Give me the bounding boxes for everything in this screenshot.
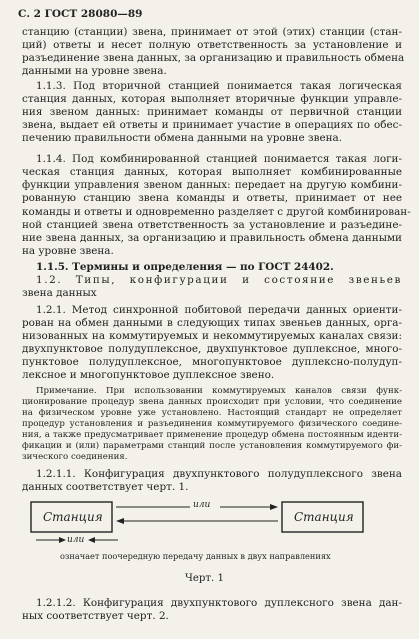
- text-line: ций) ответы и несет полную ответственность за установление и: [22, 39, 402, 51]
- text-line: ние звена данных, за организацию и правильность обмена данными: [22, 232, 402, 244]
- text-line: рован на обмен данными в следующих типах звеньев данных, орга-: [22, 317, 402, 329]
- note-line: зического соединения.: [22, 452, 128, 462]
- section-heading: звена данных: [22, 287, 97, 299]
- text-line: 1.1.4. Под комбинированной станцией понимается такая логи-: [36, 153, 402, 165]
- text-line: данных соответствует черт. 1.: [22, 481, 189, 493]
- text-line: звена, выдает ей ответы и принимает участие в операциях по обес-: [22, 119, 402, 131]
- text-line: ческая станция данных, которая выполняет комбинированные: [22, 166, 402, 178]
- note-line: на физическом уровне уже установлено. Настоящий стандарт не определяет: [22, 408, 402, 418]
- arrow-label-top: или: [193, 500, 211, 510]
- text-line: ния звеном данных: принимает команды от первичной станции: [22, 106, 402, 118]
- text-line: 1.2.1.2. Конфигурация двухпунктового дуплексного звена дан-: [36, 597, 402, 609]
- left-station-label: Станция: [43, 510, 103, 524]
- text-line: станцию (станции) звена, принимает от этой (этих) станции (стан-: [22, 26, 402, 38]
- text-line: команды и ответы и одновременно разделяет с другой комбинирован-: [22, 206, 411, 218]
- text-line: данными на уровне звена.: [22, 65, 167, 77]
- note-line: ния, а также предусматривает применение процедур обмена постоянным иденти-: [22, 430, 402, 440]
- arrow-head-icon: [59, 537, 66, 543]
- text-line: 1.2.1. Метод синхронной побитовой передачи данных ориенти-: [36, 304, 402, 316]
- note-line: процедур установления и разъединения коммутируемого физического соедине-: [22, 419, 402, 429]
- text-line: функции управления звеном данных: передает на другую комбини-: [22, 179, 402, 191]
- text-line: 1.1.3. Под вторичной станцией понимается такая логическая: [36, 80, 402, 92]
- text-line: рованную станцию звена команды и ответы, принимает от нее: [22, 192, 402, 204]
- legend-label: или: [67, 535, 85, 545]
- figure-caption: означает поочередную передачу данных в двух направлениях: [60, 551, 331, 561]
- text-line: 1.2.1.1. Конфигурация двухпунктового полудуплексного звена: [36, 468, 402, 480]
- text-line: ных соответствует черт. 2.: [22, 610, 169, 622]
- text-line: пунктовое полудуплексное, многопунктовое дуплексно-полудуп-: [22, 356, 402, 368]
- arrow-head-icon: [116, 518, 124, 524]
- text-line: печению правильности обмена данными на уровне звена.: [22, 132, 343, 144]
- section-heading: 1.2. Типы, конфигурации и состояние звеньев: [36, 274, 402, 286]
- text-line: низованных на коммутируемых и некоммутируемых каналах связи:: [22, 330, 402, 342]
- arrow-head-icon: [88, 537, 95, 543]
- text-line: на уровне звена.: [22, 245, 114, 257]
- text-line: разъединение звена данных, за организацию и правильность обмена: [22, 52, 405, 64]
- arrow-head-icon: [270, 504, 278, 510]
- text-line: станция данных, которая выполняет вторичные функции управле-: [22, 93, 402, 105]
- note-line: фикации и (или) параметрами станций после установления коммутируемого фи-: [22, 441, 402, 451]
- text-line: ной станцией звена ответственность за установление и разъедине-: [22, 219, 402, 231]
- text-line: лексное и многопунктовое дуплексное звено.: [22, 369, 275, 381]
- figure-label: Черт. 1: [185, 573, 225, 584]
- right-station-label: Станция: [294, 510, 354, 524]
- section-heading: 1.1.5. Термины и определения — по ГОСТ 24402.: [36, 261, 334, 273]
- text-line: двухпунктовое полудуплексное, двухпунктовое дуплексное, много-: [22, 343, 402, 355]
- note-line: Примечание. При использовании коммутируемых каналов связи функ-: [36, 386, 402, 396]
- page-header: С. 2 ГОСТ 28080—89: [18, 8, 143, 20]
- note-line: ционирование процедур звена данных происходит при условии, что соединение: [22, 397, 402, 407]
